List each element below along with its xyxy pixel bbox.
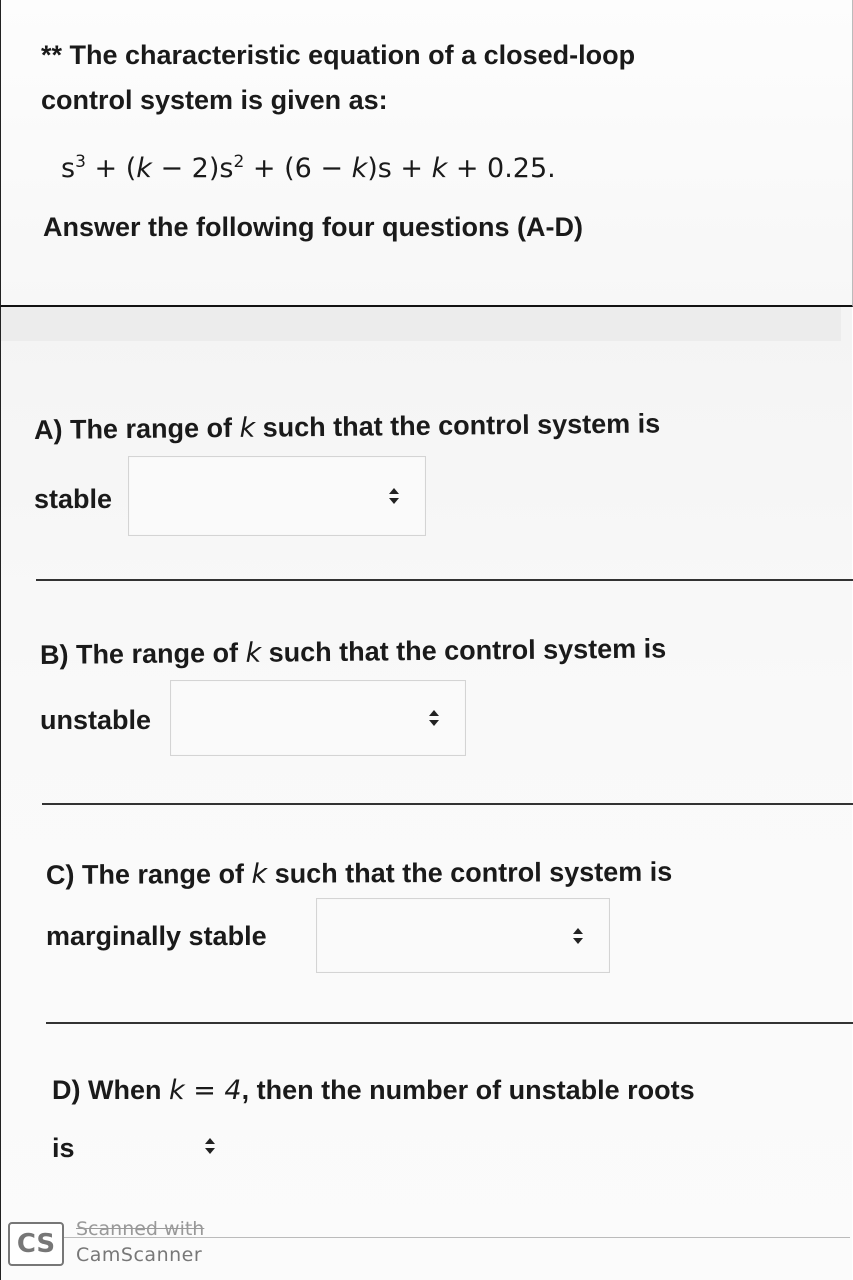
panel-top-stripe — [1, 307, 841, 341]
divider — [42, 803, 853, 805]
questions-panel — [0, 307, 852, 1280]
question-b-text: B) The range of k such that the control system is — [39, 633, 667, 670]
question-d-label: is — [52, 1133, 75, 1163]
divider — [46, 1022, 853, 1024]
camscanner-logo: CS — [8, 1222, 64, 1266]
question-d-dropdown[interactable] — [195, 1136, 225, 1156]
question-b-label: unstable — [40, 705, 152, 735]
question-header-panel — [0, 0, 853, 307]
watermark-scanned-with: Scanned with — [76, 1218, 205, 1240]
question-c-text: C) The range of k such that the control system is — [45, 856, 673, 890]
question-c-dropdown[interactable] — [316, 898, 610, 973]
dropdown-updown-icon — [205, 1138, 215, 1154]
question-d-text: D) When k = 4, then the number of unstable roots — [52, 1075, 695, 1106]
question-a-text: A) The range of k such that the control system is — [33, 408, 661, 445]
intro-line-2: control system is given as: — [41, 85, 388, 115]
question-a-label: stable — [34, 484, 113, 514]
dropdown-updown-icon — [389, 488, 399, 504]
instruction-text: Answer the following four questions (A-D) — [43, 212, 583, 242]
divider — [36, 579, 853, 581]
question-a-dropdown[interactable] — [128, 456, 426, 536]
dropdown-updown-icon — [429, 710, 439, 726]
dropdown-updown-icon — [573, 928, 583, 944]
characteristic-equation: $s^3 + (k - 2)s^2 + (6 - k)s + k + 0.25$. — [61, 152, 556, 184]
intro-line-1: ** The characteristic equation of a closed-loop — [41, 40, 636, 70]
question-b-dropdown[interactable] — [170, 680, 466, 756]
watermark-camscanner: CamScanner — [76, 1244, 203, 1266]
question-c-label: marginally stable — [46, 921, 267, 951]
